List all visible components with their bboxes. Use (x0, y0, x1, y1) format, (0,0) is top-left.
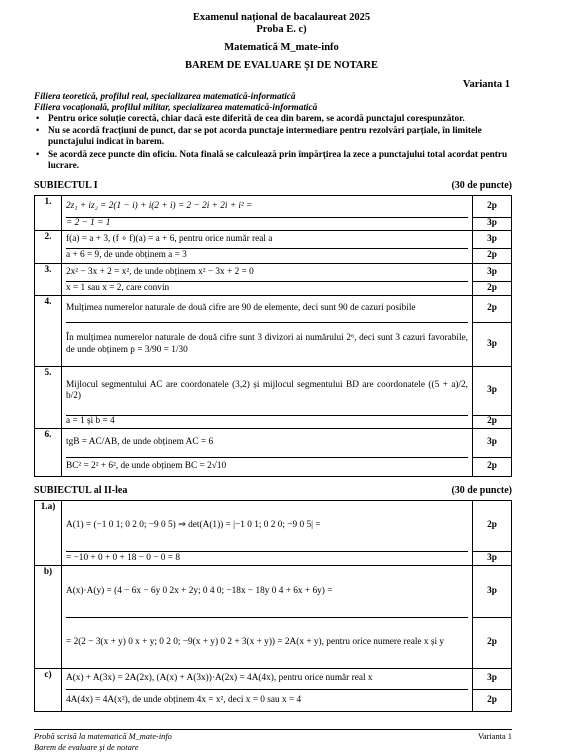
exam-title: Examenul național de bacalaureat 2025 (0, 12, 563, 25)
item-points: 2p 3p (473, 296, 512, 367)
section-2-header (34, 485, 512, 497)
table-row (35, 296, 512, 367)
rule-bullet-2: • Nu se acordă fracțiuni de punct, dar se pot acorda punctaje intermediare pentru rezolvări parțiale, în limitele punctajului indicat în barem. (34, 126, 512, 149)
item-number: 2. (35, 231, 62, 264)
item-solution: Mulțimea numerelor naturale de două cifre are 90 de elemente, deci sunt 90 de cazuri posibile În mulțimea numerelor naturale de două cifre sunt 3 divizori ai numărului 2⁶, deci sunt 3 cazuri favorabile, de unde obținem p = 3/90 = 1/30 (62, 296, 473, 367)
page-footer (34, 729, 512, 753)
exam-proba: Proba E. c) (0, 24, 563, 37)
item-solution: Mijlocul segmentului AC are coordonatele (3,2) și mijlocul segmentului BD are coordonatele ((5 + a)/2, b/2) a = 1 și b = 4 (62, 367, 473, 429)
item-number: 4. (35, 296, 62, 367)
variant-label: Varianta 1 (463, 79, 510, 92)
item-solution: tgB = AC/AB, de unde obținem AC = 6 BC² = 2² + 6², de unde obținem BC = 2√10 (62, 429, 473, 477)
section-2-table (34, 500, 512, 712)
section-2-points: (30 de puncte) (451, 485, 512, 497)
item-points: 3p 2p (473, 264, 512, 296)
item-number: 3. (35, 264, 62, 296)
table-row (35, 231, 512, 264)
item-points: 3p 2p (473, 231, 512, 264)
item-number: 1.a) (35, 501, 62, 566)
table-row (35, 501, 512, 566)
item-points: 3p 2p (473, 566, 512, 669)
item-solution: f(a) = a + 3, (f ∘ f)(a) = a + 6, pentru orice număr real a a + 6 = 9, de unde obținem a = 3 (62, 231, 473, 264)
item-solution: A(x) + A(3x) = 2A(2x), (A(x) + A(3x))·A(2x) = 4A(4x), pentru orice număr real x 4A(4x) = 4A(x²), de unde obținem 4x = x², deci x = 0 sau x = 4 (62, 669, 473, 712)
section-1-points: (30 de puncte) (451, 180, 512, 192)
item-solution: A(1) = (−1 0 1; 0 2 0; −9 0 5) ⇒ det(A(1)) = |−1 0 1; 0 2 0; −9 0 5| = = −10 + 0 + 0 + 18 − 0 − 0 = 8 (62, 501, 473, 566)
section-1-title: SUBIECTUL I (34, 180, 98, 191)
item-points: 3p 2p (473, 367, 512, 429)
table-row (35, 429, 512, 477)
item-number: b) (35, 566, 62, 669)
item-solution: 2z₁ + iz₂ = 2(1 − i) + i(2 + i) = 2 − 2i + 2i + i² = = 2 − 1 = 1 (62, 196, 473, 231)
bullet-icon: • (36, 150, 39, 161)
table-row (35, 367, 512, 429)
footer-left-1: Probă scrisă la matematică M_mate-info (34, 732, 512, 743)
item-points: 3p 2p (473, 429, 512, 477)
table-row (35, 264, 512, 296)
exam-subject: Matematică M_mate-info (0, 42, 563, 55)
item-solution: 2x² − 3x + 2 = x², de unde obținem x² − 3x + 2 = 0 x = 1 sau x = 2, care convin (62, 264, 473, 296)
item-number: 1. (35, 196, 62, 231)
item-points: 3p 2p (473, 669, 512, 712)
footer-variant: Varianta 1 (478, 732, 512, 743)
filiera-1: Filiera teoretică, profilul real, specializarea matematică-informatică (34, 92, 514, 103)
item-number: c) (35, 669, 62, 712)
item-points: 2p 3p (473, 501, 512, 566)
table-row (35, 196, 512, 231)
bullet-icon: • (36, 114, 39, 125)
footer-left-2: Barem de evaluare și de notare (34, 743, 512, 753)
section-2-title: SUBIECTUL al II-lea (34, 485, 127, 496)
filiera-2: Filiera vocațională, profilul militar, specializarea matematică-informatică (34, 103, 514, 114)
bullet-icon: • (36, 126, 39, 137)
rule-bullet-3: • Se acordă zece puncte din oficiu. Nota finală se calculează prin împărțirea la zece a punctajului total acordat pentru lucrare. (34, 150, 512, 173)
document-title: BAREM DE EVALUARE ȘI DE NOTARE (0, 60, 563, 73)
item-solution: A(x)·A(y) = (4 − 6x − 6y 0 2x + 2y; 0 4 0; −18x − 18y 0 4 + 6x + 6y) = = 2(2 − 3(x + y) 0 x + y; 0 2 0; −9(x + y) 0 2 + 3(x + y)) = 2A(x + y), pentru orice numere reale x și y (62, 566, 473, 669)
section-1-header (34, 180, 512, 192)
table-row (35, 566, 512, 669)
item-number: 5. (35, 367, 62, 429)
item-number: 6. (35, 429, 62, 477)
item-points: 2p 3p (473, 196, 512, 231)
section-1-table (34, 195, 512, 477)
rule-bullet-1: • Pentru orice soluție corectă, chiar dacă este diferită de cea din barem, se acordă punctajul corespunzător. (34, 114, 512, 125)
table-row (35, 669, 512, 712)
